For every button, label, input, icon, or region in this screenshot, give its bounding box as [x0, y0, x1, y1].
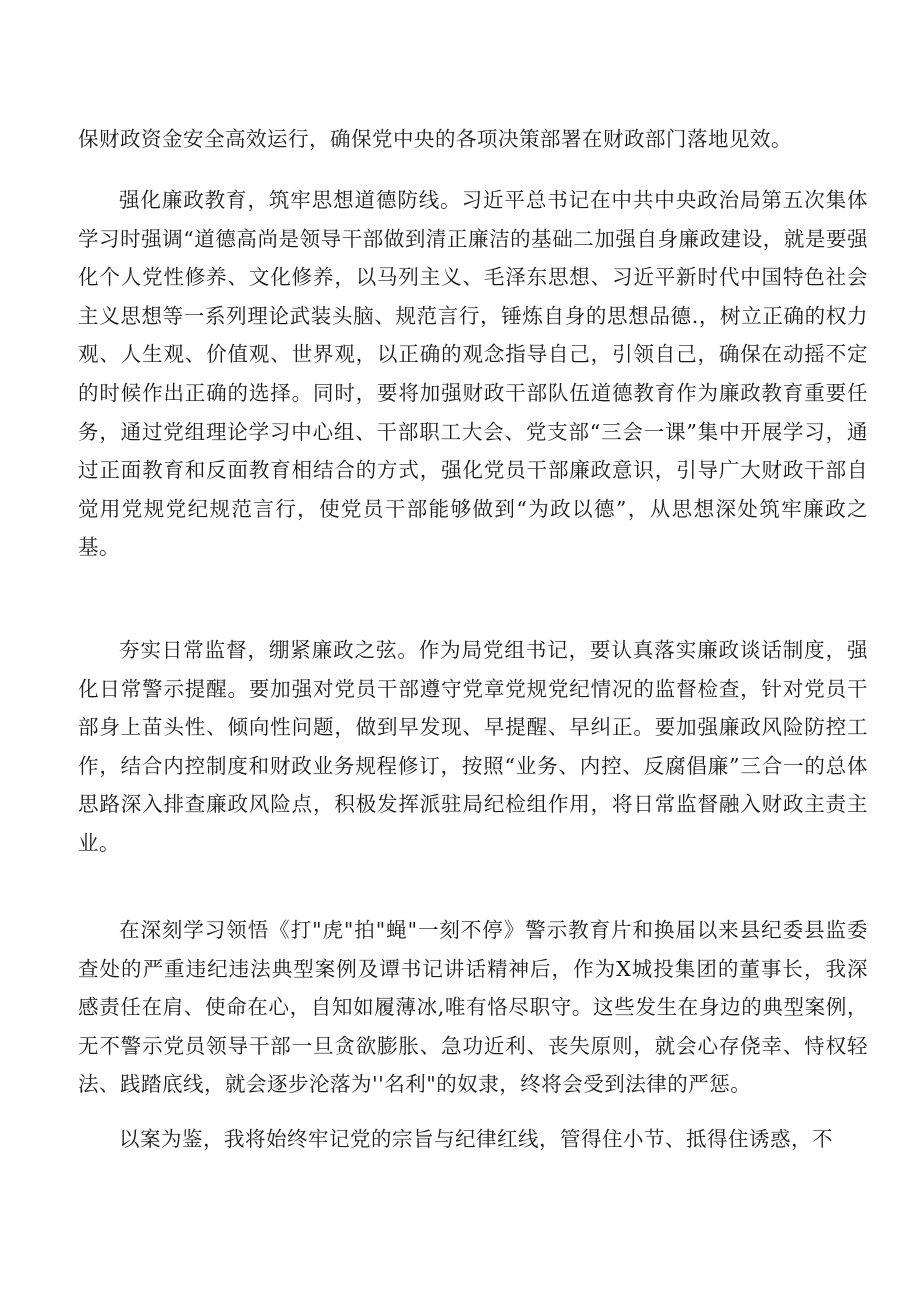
- paragraph-1: 保财政资金安全高效运行，确保党中央的各项决策部署在财政部门落地见效。: [78, 127, 792, 151]
- paragraph-3: 夯实日常监督，绷紧廉政之弦。作为局党组书记，要认真落实廉政谈话制度，强化日常警示提醒。要加强对党员干部遵守党章党规党纪情况的监督检查，针对党员干部身上苗头性、倾向性问题，做到早发现、早提醒、早纠正。要加强廉政风险防控工作，结合内控制度和财政业务规程修订，按照“业务、内控、反腐倡廉”三合一的总体思路深入排查廉政风险点，积极发挥派驻局纪检组作用，将日常监督融入财政主责主业。: [78, 638, 868, 855]
- paragraph-4: 在深刻学习领悟《打"虎"拍"蝇"一刻不停》警示教育片和换届以来县纪委县监委查处的严重违纪违法典型案例及谭书记讲话精神后，作为X城投集团的董事长，我深感责任在肩、使命在心，自知如履薄冰,唯有恪尽职守。这些发生在身边的典型案例，无不警示党员领导干部一旦贪欲膨胀、急功近利、丧失原则，就会心存侥幸、恃权轻法、践踏底线，就会逐步沦落为''名利"的奴隶，终将会受到法律的严惩。: [78, 918, 868, 1097]
- paragraph-5: 以案为鉴，我将始终牢记党的宗旨与纪律红线，管得住小节、抵得住诱惑，不: [119, 1127, 833, 1151]
- paragraph-2: 强化廉政教育，筑牢思想道德防线。习近平总书记在中共中央政治局第五次集体学习时强调“道德高尚是领导干部做到清正廉洁的基础二加强自身廉政建设，就是要强化个人党性修养、文化修养，以马列主义、毛泽东思想、习近平新时代中国特色社会主义思想等一系列理论武装头脑、规范言行，锤炼自身的思想品德.，树立正确的权力观、人生观、价值观、世界观，以正确的观念指导自己，引领自己，确保在动摇不定的时候作出正确的选择。同时，要将加强财政干部队伍道德教育作为廉政教育重要任务，通过党组理论学习中心组、干部职工大会、党支部“三会一课”集中开展学习，通过正面教育和反面教育相结合的方式，强化党员干部廉政意识，引导广大财政干部自觉用党规党纪规范言行，使党员干部能够做到“为政以德”，从思想深处筑牢廉政之基。: [78, 188, 868, 560]
